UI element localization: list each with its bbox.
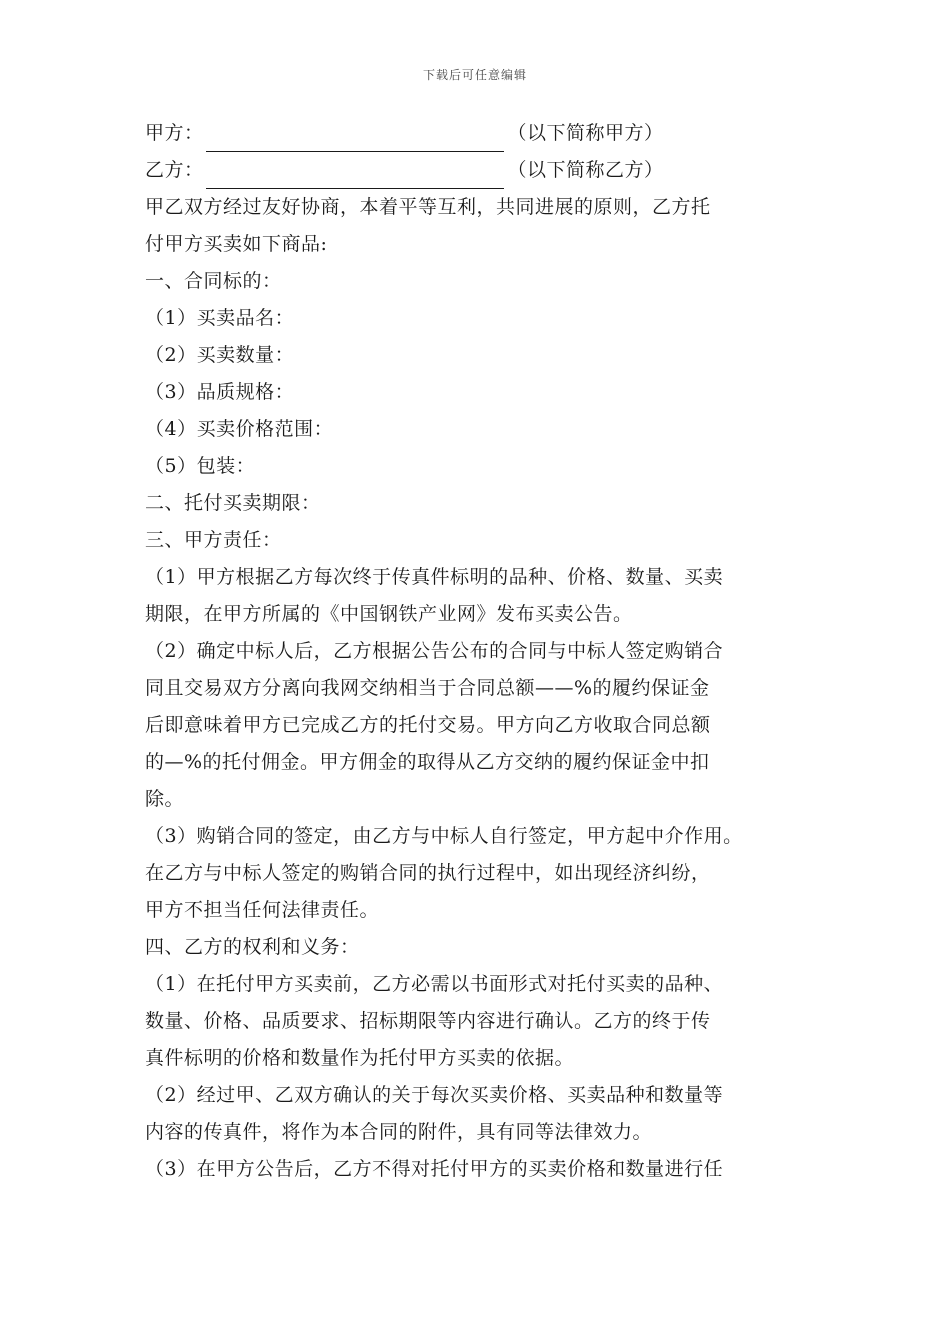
list-item: （5）包装： bbox=[145, 455, 256, 477]
text-line: 在乙方与中标人签定的购销合同的执行过程中，如出现经济纠纷， bbox=[145, 862, 711, 884]
list-item: （2）买卖数量： bbox=[145, 344, 295, 366]
text-line: 甲方不担当任何法律责任。 bbox=[145, 899, 380, 921]
section-heading: 三、甲方责任： bbox=[145, 529, 282, 551]
text-line: （2）经过甲、乙双方确认的关于每次买卖价格、买卖品种和数量等 bbox=[145, 1084, 724, 1106]
text-line: （1）甲方根据乙方每次终于传真件标明的品种、价格、数量、买卖 bbox=[145, 566, 724, 588]
list-item: （3）品质规格： bbox=[145, 381, 295, 403]
party-b-suffix: （以下简称乙方） bbox=[507, 159, 664, 181]
text-line: 真件标明的价格和数量作为托付甲方买卖的依据。 bbox=[145, 1047, 575, 1069]
section-heading: 二、托付买卖期限： bbox=[145, 492, 321, 514]
text-line: （3）购销合同的签定，由乙方与中标人自行签定，甲方起中介作用。 bbox=[145, 825, 743, 847]
header-note: 下载后可任意编辑 bbox=[422, 68, 527, 82]
party-b-label: 乙方： bbox=[145, 159, 204, 181]
list-item: （4）买卖价格范围： bbox=[145, 418, 334, 440]
text-line: （1）在托付甲方买卖前，乙方必需以书面形式对托付买卖的品种、 bbox=[145, 973, 724, 995]
text-line: 甲乙双方经过友好协商，本着平等互利，共同进展的原则，乙方托 bbox=[145, 196, 711, 218]
text-line: 除。 bbox=[145, 788, 185, 810]
section-heading: 四、乙方的权利和义务： bbox=[145, 936, 360, 958]
section-heading: 一、合同标的： bbox=[145, 270, 282, 292]
contract-body bbox=[145, 115, 835, 1188]
text-line: 付甲方买卖如下商品: bbox=[145, 233, 328, 255]
text-line: （2）确定中标人后，乙方根据公告公布的合同与中标人签定购销合 bbox=[145, 640, 724, 662]
party-a-suffix: （以下简称甲方） bbox=[507, 122, 664, 144]
text-line: 数量、价格、品质要求、招标期限等内容进行确认。乙方的终于传 bbox=[145, 1010, 711, 1032]
text-line: （3）在甲方公告后，乙方不得对托付甲方的买卖价格和数量进行任 bbox=[145, 1158, 724, 1180]
text-line: 的—%的托付佣金。甲方佣金的取得从乙方交纳的履约保证金中扣 bbox=[145, 751, 710, 773]
party-a-blank bbox=[206, 125, 504, 152]
text-line: 期限，在甲方所属的《中国钢铁产业网》发布买卖公告。 bbox=[145, 603, 633, 625]
party-b-blank bbox=[206, 162, 504, 189]
party-a-label: 甲方： bbox=[145, 122, 204, 144]
text-line: 后即意味着甲方已完成乙方的托付交易。甲方向乙方收取合同总额 bbox=[145, 714, 711, 736]
party-a-line bbox=[145, 115, 835, 152]
text-line: 内容的传真件，将作为本合同的附件，具有同等法律效力。 bbox=[145, 1121, 653, 1143]
list-item: （1）买卖品名： bbox=[145, 307, 295, 329]
party-b-line bbox=[145, 152, 835, 189]
text-line: 同且交易双方分离向我网交纳相当于合同总额——%的履约保证金 bbox=[145, 677, 710, 699]
